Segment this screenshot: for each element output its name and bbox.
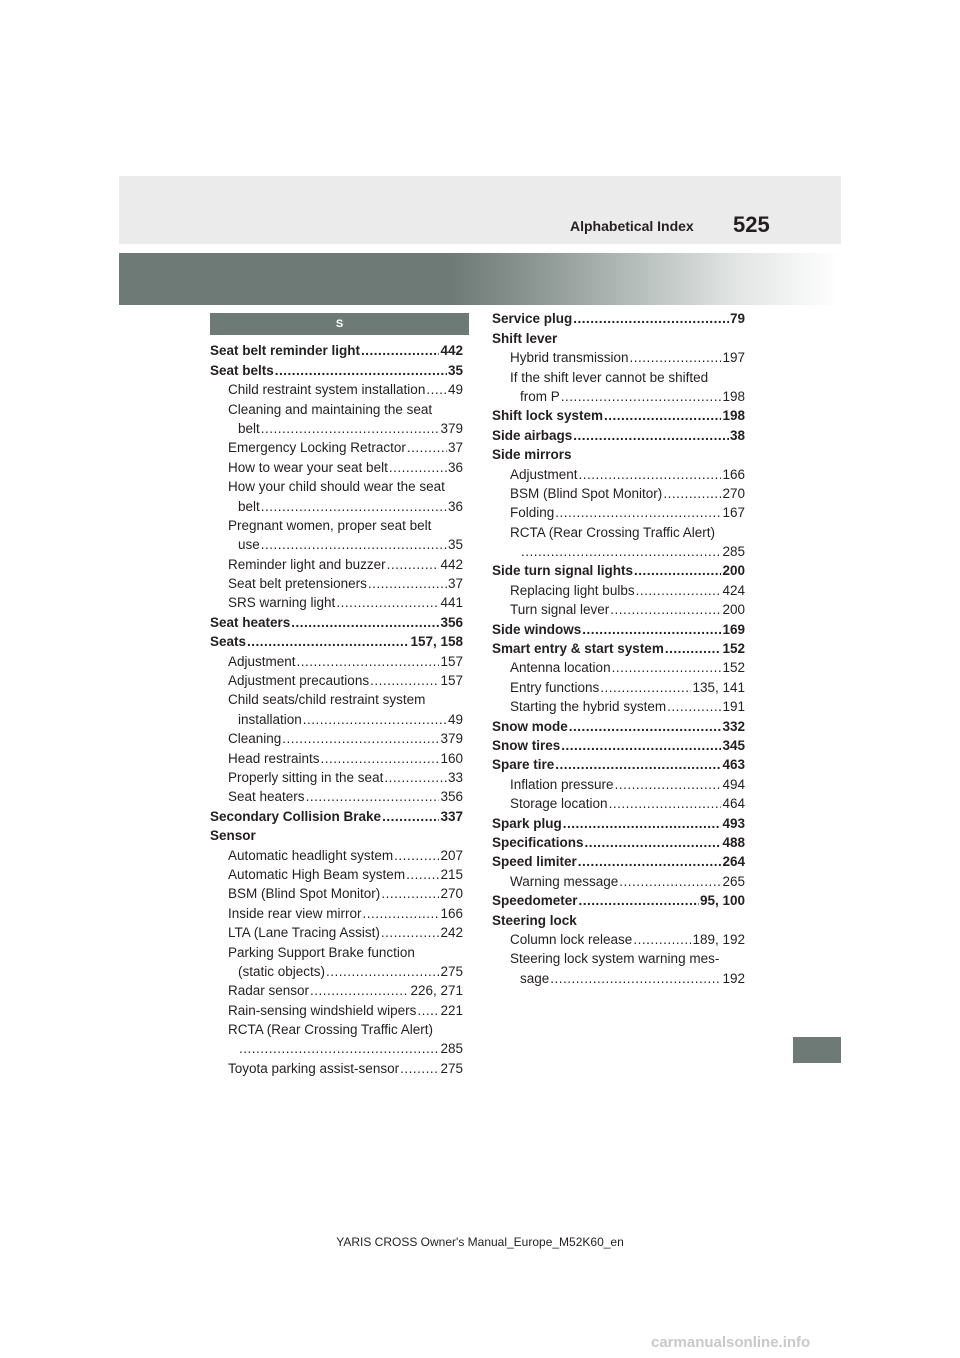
index-entry xyxy=(492,521,745,540)
index-entry-term: Storage location xyxy=(510,796,608,812)
index-entry xyxy=(492,657,745,676)
index-entry xyxy=(210,476,463,495)
index-entry xyxy=(492,541,745,560)
index-entry-term: Spark plug xyxy=(492,815,562,831)
index-entry-page: 441 xyxy=(440,595,463,611)
index-entry xyxy=(492,638,745,657)
dot-leader xyxy=(368,576,447,592)
index-entry xyxy=(210,689,463,708)
index-entry-page: 226, 271 xyxy=(410,983,463,999)
index-entry-term: Pregnant women, proper seat belt xyxy=(228,517,432,533)
dot-leader xyxy=(291,615,439,631)
dot-leader xyxy=(306,789,440,805)
index-entry-term: Adjustment precautions xyxy=(228,673,370,689)
index-entry-page: 37 xyxy=(447,440,463,456)
index-entry-page: 152 xyxy=(722,660,745,676)
index-entry-term: Replacing light bulbs xyxy=(510,582,635,598)
index-entry-page: 38 xyxy=(729,427,745,443)
index-entry xyxy=(492,386,745,405)
index-entry-page: 285 xyxy=(722,544,745,560)
dot-leader xyxy=(387,557,440,573)
dot-leader xyxy=(561,738,721,754)
index-entry xyxy=(210,592,463,611)
index-entry xyxy=(492,715,745,734)
index-entry-page: 37 xyxy=(447,576,463,592)
index-entry-page: 36 xyxy=(447,459,463,475)
index-entry-term: belt xyxy=(238,420,260,436)
index-entry xyxy=(210,747,463,766)
dot-leader xyxy=(579,467,722,483)
index-entry-term: Starting the hybrid system xyxy=(510,699,667,715)
index-entry-term: Seat heaters xyxy=(210,614,291,630)
dot-leader xyxy=(636,583,722,599)
index-entry-page: 424 xyxy=(722,582,745,598)
index-entry-term: Spare tire xyxy=(492,757,555,773)
index-entry-page: 157 xyxy=(440,653,463,669)
dot-leader xyxy=(667,699,721,715)
dot-leader xyxy=(363,906,440,922)
index-entry-term: How to wear your seat belt xyxy=(228,459,388,475)
index-entry xyxy=(210,1057,463,1076)
index-entry xyxy=(210,825,463,844)
dot-leader xyxy=(381,925,440,941)
decorative-gradient-bar xyxy=(119,253,841,305)
index-entry-term: Cleaning and maintaining the seat xyxy=(228,401,433,417)
index-entry-term: Folding xyxy=(510,505,555,521)
index-entry-page: 135, 141 xyxy=(692,679,745,695)
dot-leader xyxy=(406,867,439,883)
index-entry xyxy=(210,534,463,553)
dot-leader xyxy=(336,595,439,611)
dot-leader xyxy=(585,835,722,851)
index-entry xyxy=(210,708,463,727)
index-entry xyxy=(210,418,463,437)
index-entry xyxy=(210,611,463,630)
index-entry xyxy=(210,864,463,883)
index-entry-term: Child seats/child restraint system xyxy=(228,692,426,708)
dot-leader xyxy=(247,634,409,650)
index-entry xyxy=(210,650,463,669)
index-entry-term: Automatic headlight system xyxy=(228,847,394,863)
index-entry-term: Adjustment xyxy=(510,466,578,482)
index-entry-term: Sensor xyxy=(210,828,256,844)
index-entry xyxy=(492,909,745,928)
dot-leader xyxy=(609,796,722,812)
index-entry-page: 197 xyxy=(722,350,745,366)
index-entry-term: Warning message xyxy=(510,873,619,889)
index-entry-page: 275 xyxy=(440,963,463,979)
index-entry xyxy=(492,560,745,579)
index-entry-term: BSM (Blind Spot Monitor) xyxy=(228,886,381,902)
index-entry xyxy=(210,515,463,534)
index-entry-term: Rain-sensing windshield wipers xyxy=(228,1002,417,1018)
index-entry-term: RCTA (Rear Crossing Traffic Alert) xyxy=(510,524,716,540)
index-entry-page: 264 xyxy=(722,854,745,870)
index-entry xyxy=(210,379,463,398)
dot-leader xyxy=(381,886,439,902)
index-entry-term: Seat belts xyxy=(210,362,274,378)
index-entry xyxy=(492,599,745,618)
dot-leader xyxy=(261,537,447,553)
index-entry-term: RCTA (Rear Crossing Traffic Alert) xyxy=(228,1022,434,1038)
dot-leader xyxy=(417,1003,439,1019)
dot-leader xyxy=(321,751,440,767)
dot-leader xyxy=(561,389,722,405)
page-number: 525 xyxy=(733,212,770,237)
index-entry xyxy=(210,883,463,902)
index-entry-page: 35 xyxy=(447,362,463,378)
index-entry-page: 207 xyxy=(440,847,463,863)
dot-leader xyxy=(297,654,440,670)
index-entry-page: 166 xyxy=(722,466,745,482)
index-entry-page: 169 xyxy=(722,621,745,637)
index-entry-term: belt xyxy=(238,498,260,514)
dot-leader xyxy=(384,770,447,786)
index-entry xyxy=(492,347,745,366)
index-entry xyxy=(210,359,463,378)
dot-leader xyxy=(550,971,721,987)
index-entry xyxy=(492,851,745,870)
index-entry-term: (static objects) xyxy=(238,963,326,979)
dot-leader xyxy=(610,602,721,618)
index-entry xyxy=(210,767,463,786)
index-entry-term: How your child should wear the seat xyxy=(228,479,445,495)
index-entry xyxy=(492,502,745,521)
index-entry-term: Secondary Collision Brake xyxy=(210,808,382,824)
index-entry xyxy=(492,424,745,443)
index-column-left xyxy=(210,340,463,1077)
index-entry xyxy=(492,405,745,424)
index-entry-page: 191 xyxy=(722,699,745,715)
index-entry-page: 265 xyxy=(722,873,745,889)
dot-leader xyxy=(573,311,729,327)
index-entry xyxy=(210,805,463,824)
index-entry-page: 442 xyxy=(440,556,463,572)
index-entry-page: 442 xyxy=(440,343,463,359)
index-entry xyxy=(492,754,745,773)
index-entry-term: Service plug xyxy=(492,311,573,327)
dot-leader xyxy=(563,816,722,832)
index-entry-term: Head restraints xyxy=(228,750,320,766)
index-entry-term: Inflation pressure xyxy=(510,776,614,792)
index-entry xyxy=(492,735,745,754)
index-entry xyxy=(210,553,463,572)
section-title: Alphabetical Index xyxy=(570,218,694,234)
index-entry-term: Column lock release xyxy=(510,931,633,947)
index-entry-page: 49 xyxy=(447,382,463,398)
index-entry-term: sage xyxy=(520,970,550,986)
index-entry-term: Seats xyxy=(210,634,247,650)
index-entry-page: 379 xyxy=(440,420,463,436)
dot-leader xyxy=(663,486,721,502)
index-entry-page: 160 xyxy=(440,750,463,766)
index-entry xyxy=(492,696,745,715)
index-entry-term: Properly sitting in the seat xyxy=(228,769,384,785)
index-entry xyxy=(210,1038,463,1057)
index-entry-page: 221 xyxy=(440,1002,463,1018)
index-entry-page: 167 xyxy=(722,505,745,521)
dot-leader xyxy=(582,622,721,638)
index-entry xyxy=(210,999,463,1018)
index-entry-page: 270 xyxy=(440,886,463,902)
index-entry xyxy=(210,631,463,650)
index-entry xyxy=(492,890,745,909)
index-entry xyxy=(492,579,745,598)
index-entry xyxy=(492,793,745,812)
dot-leader xyxy=(612,660,722,676)
index-entry-page: 198 xyxy=(722,408,745,424)
index-entry-term: Specifications xyxy=(492,834,584,850)
index-entry-page: 200 xyxy=(722,602,745,618)
index-entry xyxy=(492,929,745,948)
dot-leader xyxy=(407,440,447,456)
index-entry xyxy=(492,948,745,967)
index-entry-term: Smart entry & start system xyxy=(492,641,664,657)
index-entry xyxy=(492,463,745,482)
index-entry-term: Reminder light and buzzer xyxy=(228,556,386,572)
index-entry-term: from P xyxy=(520,388,560,404)
index-entry-page: 275 xyxy=(440,1060,463,1076)
dot-leader xyxy=(282,731,439,747)
dot-leader xyxy=(326,964,439,980)
dot-leader xyxy=(569,719,722,735)
dot-leader xyxy=(303,712,447,728)
index-entry-term: If the shift lever cannot be shifted xyxy=(510,369,709,385)
index-entry-term: Turn signal lever xyxy=(510,602,610,618)
dot-leader xyxy=(310,983,409,999)
index-entry xyxy=(492,967,745,986)
index-entry-page: 356 xyxy=(440,789,463,805)
dot-leader xyxy=(634,563,721,579)
index-entry-page: 345 xyxy=(722,737,745,753)
index-entry xyxy=(492,366,745,385)
dot-leader xyxy=(630,350,722,366)
index-entry-term: Cleaning xyxy=(228,731,282,747)
watermark: carmanualsonline.info xyxy=(651,1334,811,1351)
index-entry-page: 379 xyxy=(440,731,463,747)
index-entry-term: BSM (Blind Spot Monitor) xyxy=(510,485,663,501)
index-entry-term: Antenna location xyxy=(510,660,611,676)
dot-leader xyxy=(239,1041,439,1057)
index-entry-term: Side turn signal lights xyxy=(492,563,634,579)
dot-leader xyxy=(578,854,722,870)
index-entry-term: Parking Support Brake function xyxy=(228,944,415,960)
index-entry xyxy=(210,844,463,863)
dot-leader xyxy=(573,428,729,444)
dot-leader xyxy=(275,363,447,379)
index-entry xyxy=(492,483,745,502)
index-entry-term: Steering lock system warning mes- xyxy=(510,951,720,967)
index-entry xyxy=(210,786,463,805)
index-entry xyxy=(210,456,463,475)
index-entry-page: 285 xyxy=(440,1041,463,1057)
index-entry-term: Toyota parking assist-sensor xyxy=(228,1060,400,1076)
index-entry xyxy=(492,832,745,851)
index-entry xyxy=(210,495,463,514)
index-entry xyxy=(210,340,463,359)
index-entry-page: 488 xyxy=(722,834,745,850)
dot-leader xyxy=(579,893,699,909)
index-entry-term: Steering lock xyxy=(492,912,577,928)
index-entry-term: Child restraint system installation xyxy=(228,382,426,398)
index-entry xyxy=(210,728,463,747)
index-entry xyxy=(492,444,745,463)
index-entry-page: 464 xyxy=(722,796,745,812)
index-entry-page: 166 xyxy=(440,905,463,921)
dot-leader xyxy=(555,757,721,773)
edge-tab-marker xyxy=(793,1037,841,1063)
dot-leader xyxy=(370,673,439,689)
index-entry-page: 356 xyxy=(440,614,463,630)
index-entry-term: Automatic High Beam system xyxy=(228,866,406,882)
index-entry-page: 192 xyxy=(722,970,745,986)
dot-leader xyxy=(615,777,722,793)
index-entry-term: Adjustment xyxy=(228,653,296,669)
footer-manual-id: YARIS CROSS Owner's Manual_Europe_M52K60_en xyxy=(336,1235,624,1249)
index-entry-term: Radar sensor xyxy=(228,983,310,999)
index-entry-term: Side mirrors xyxy=(492,447,572,463)
dot-leader xyxy=(619,874,721,890)
dot-leader xyxy=(261,421,440,437)
index-column-right xyxy=(492,308,745,987)
index-entry-page: 270 xyxy=(722,485,745,501)
index-entry-page: 95, 100 xyxy=(699,893,745,909)
index-entry-page: 200 xyxy=(722,563,745,579)
index-entry-term: SRS warning light xyxy=(228,595,336,611)
index-entry xyxy=(492,870,745,889)
index-entry xyxy=(210,902,463,921)
index-entry-term: Emergency Locking Retractor xyxy=(228,440,406,456)
index-entry-page: 152 xyxy=(722,641,745,657)
index-entry-page: 49 xyxy=(447,711,463,727)
index-entry-page: 198 xyxy=(722,388,745,404)
dot-leader xyxy=(426,382,447,398)
index-entry xyxy=(210,922,463,941)
index-entry-term: Snow mode xyxy=(492,718,568,734)
index-entry xyxy=(210,1019,463,1038)
index-entry xyxy=(492,618,745,637)
index-entry-term: use xyxy=(238,537,260,553)
index-entry-page: 493 xyxy=(722,815,745,831)
index-entry xyxy=(210,670,463,689)
index-entry-term: Speed limiter xyxy=(492,854,577,870)
index-entry-page: 215 xyxy=(440,866,463,882)
index-entry-page: 494 xyxy=(722,776,745,792)
index-entry-term: Shift lock system xyxy=(492,408,604,424)
index-entry-page: 189, 192 xyxy=(692,931,745,947)
dot-leader xyxy=(389,460,447,476)
index-entry-term: Seat heaters xyxy=(228,789,305,805)
index-entry-term: Seat belt reminder light xyxy=(210,343,361,359)
index-entry-term: Shift lever xyxy=(492,330,558,346)
dot-leader xyxy=(521,544,721,560)
index-entry xyxy=(492,308,745,327)
dot-leader xyxy=(382,809,439,825)
index-entry-term: installation xyxy=(238,711,302,727)
dot-leader xyxy=(400,1061,439,1077)
dot-leader xyxy=(394,848,439,864)
index-entry-term: Speedometer xyxy=(492,893,578,909)
index-entry-term: LTA (Lane Tracing Assist) xyxy=(228,925,380,941)
dot-leader xyxy=(555,505,721,521)
index-entry-term: Snow tires xyxy=(492,737,561,753)
index-entry xyxy=(492,327,745,346)
index-entry-page: 463 xyxy=(722,757,745,773)
index-entry-term: Side airbags xyxy=(492,427,573,443)
index-entry xyxy=(210,961,463,980)
index-entry xyxy=(492,812,745,831)
index-entry-term: Entry functions xyxy=(510,679,600,695)
dot-leader xyxy=(361,343,439,359)
index-entry xyxy=(492,773,745,792)
index-entry xyxy=(492,676,745,695)
index-entry-page: 157 xyxy=(440,673,463,689)
index-entry xyxy=(210,437,463,456)
index-entry-page: 242 xyxy=(440,925,463,941)
dot-leader xyxy=(665,641,722,657)
index-entry-page: 33 xyxy=(447,769,463,785)
index-entry-term: Hybrid transmission xyxy=(510,350,629,366)
index-entry-term: Seat belt pretensioners xyxy=(228,576,367,592)
index-entry-page: 79 xyxy=(729,311,745,327)
index-entry-term: Inside rear view mirror xyxy=(228,905,362,921)
index-entry xyxy=(210,980,463,999)
index-letter-header: S xyxy=(210,313,469,335)
index-entry xyxy=(210,573,463,592)
dot-leader xyxy=(600,680,691,696)
index-entry-term: Side windows xyxy=(492,621,582,637)
index-entry-page: 35 xyxy=(447,537,463,553)
dot-leader xyxy=(633,932,691,948)
index-entry-page: 36 xyxy=(447,498,463,514)
dot-leader xyxy=(261,499,447,515)
dot-leader xyxy=(604,408,721,424)
index-entry-page: 157, 158 xyxy=(410,634,463,650)
index-entry xyxy=(210,941,463,960)
index-entry-page: 337 xyxy=(440,808,463,824)
index-entry-page: 332 xyxy=(722,718,745,734)
index-entry xyxy=(210,398,463,417)
